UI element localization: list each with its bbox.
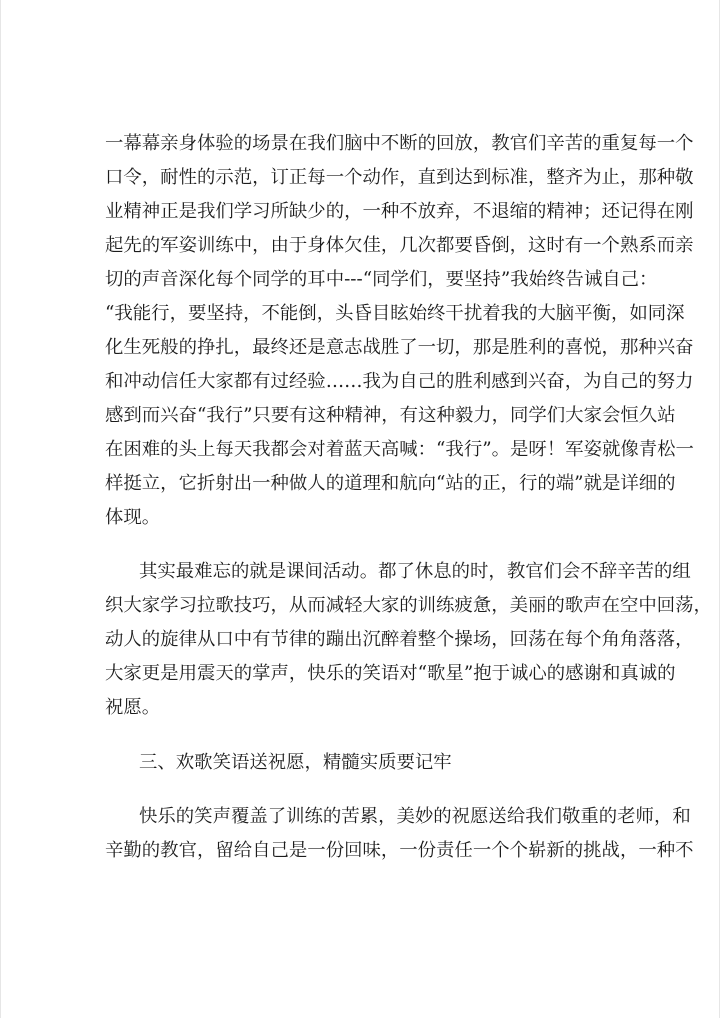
text-line: 和冲动信任大家都有过经验……我为自己的胜利感到兴奋，为自己的努力 bbox=[105, 371, 694, 392]
text-line: 样挺立，它折射出一种做人的道理和航向“站的正，行的端”就是详细的 bbox=[105, 473, 676, 494]
section-heading: 三、欢歌笑语送祝愿，精髓实质要记牢 bbox=[139, 752, 452, 773]
text-line: 在困难的头上每天我都会对着蓝天高喊：“我行”。是呀！军姿就像青松一 bbox=[105, 439, 694, 460]
text-line: 辛勤的教官，留给自己是一份回味，一份责任一个个崭新的挑战，一种不 bbox=[105, 840, 694, 861]
text-line: “我能行，要坚持，不能倒，头昏目眩始终干扰着我的大脑平衡，如同深 bbox=[105, 303, 685, 324]
text-line: 化生死般的挣扎，最终还是意志战胜了一切，那是胜利的喜悦，那种兴奋 bbox=[105, 337, 694, 358]
text-line: 大家更是用震天的掌声，快乐的笑语对“歌星”抱于诚心的感谢和真诚的 bbox=[105, 663, 676, 684]
text-line: 切的声音深化每个同学的耳中---“同学们，要坚持”我始终告诫自己： bbox=[105, 269, 658, 290]
text-line: 业精神正是我们学习所缺少的，一种不放弃，不退缩的精神；还记得在刚 bbox=[105, 201, 694, 222]
text-line: 感到而兴奋“我行”只要有这种精神，有这种毅力，同学们大家会恒久站 bbox=[105, 405, 676, 426]
text-line: 口令，耐性的示范，订正每一个动作，直到达到标准，整齐为止，那种敬 bbox=[105, 167, 694, 188]
text-line: 一幕幕亲身体验的场景在我们脑中不断的回放，教官们辛苦的重复每一个 bbox=[105, 133, 694, 154]
text-line: 起先的军姿训练中，由于身体欠佳，几次都要昏倒，这时有一个熟系而亲 bbox=[105, 235, 694, 256]
text-line: 体现。 bbox=[105, 507, 161, 528]
paragraph-first-line: 其实最难忘的就是课间活动。都了休息的时，教官们会不辞辛苦的组 bbox=[139, 561, 691, 582]
paragraph-first-line: 快乐的笑声覆盖了训练的苦累，美妙的祝愿送给我们敬重的老师，和 bbox=[139, 806, 691, 827]
text-line: 祝愿。 bbox=[105, 697, 161, 718]
text-line: 织大家学习拉歌技巧，从而减轻大家的训练疲惫，美丽的歌声在空中回荡， bbox=[105, 595, 712, 616]
text-line: 动人的旋律从口中有节律的蹦出沉醉着整个操场，回荡在每个角角落落， bbox=[105, 629, 694, 650]
